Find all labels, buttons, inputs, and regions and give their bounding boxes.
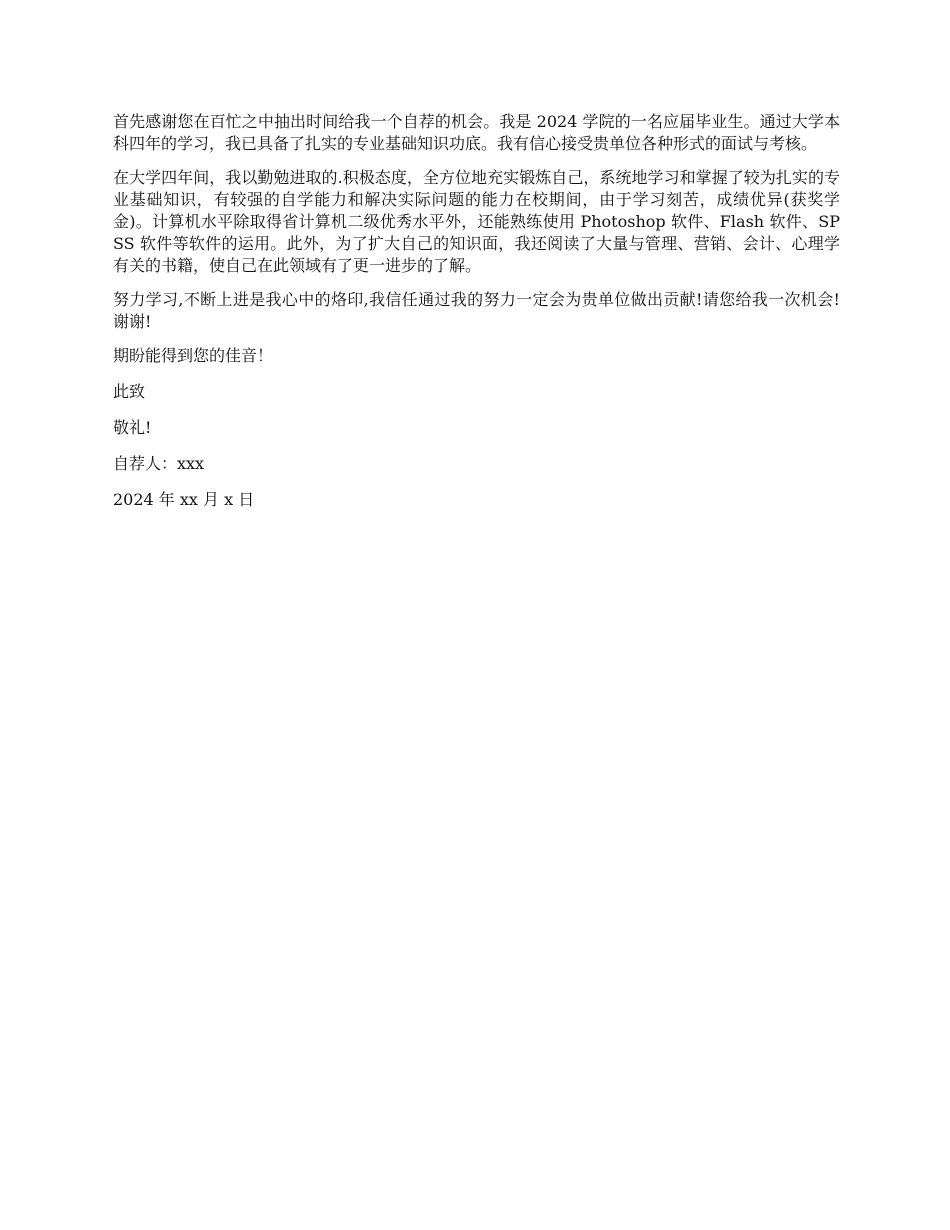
closing-salute: 敬礼!	[113, 418, 152, 437]
paragraph-study: 在大学四年间，我以勤勉进取的.积极态度，全方位地充实锻炼自己，系统地学习和掌握了较为扎实的专业基础知识，有较强的自学能力和解决实际问题的能力在校期间，由于学习刻苦，成绩优异(获奖学金)。计算机水平除取得省计算机二级优秀水平外，还能熟练使用 Photoshop 软件、Flash 软件、SPSS 软件等软件的运用。此外，为了扩大自己的知识面，我还阅读了大量与管理、营销、会计、心理学有关的书籍，使自己在此领域有了更一进步的了解。	[113, 168, 840, 275]
paragraph-commitment: 努力学习,不断上进是我心中的烙印,我信任通过我的努力一定会为贵单位做出贡献!请您给我一次机会!谢谢!	[113, 290, 840, 331]
letter-body	[113, 111, 840, 525]
signature: 自荐人：xxx	[113, 454, 205, 473]
closing-greeting: 此致	[113, 382, 146, 401]
paragraph-intro: 首先感谢您在百忙之中抽出时间给我一个自荐的机会。我是 2024 学院的一名应届毕业生。通过大学本科四年的学习，我已具备了扎实的专业基础知识功底。我有信心接受贵单位各种形式的面试与考核。	[113, 112, 840, 153]
date: 2024 年 xx 月 x 日	[113, 490, 255, 509]
closing-hope: 期盼能得到您的佳音！	[113, 346, 274, 365]
